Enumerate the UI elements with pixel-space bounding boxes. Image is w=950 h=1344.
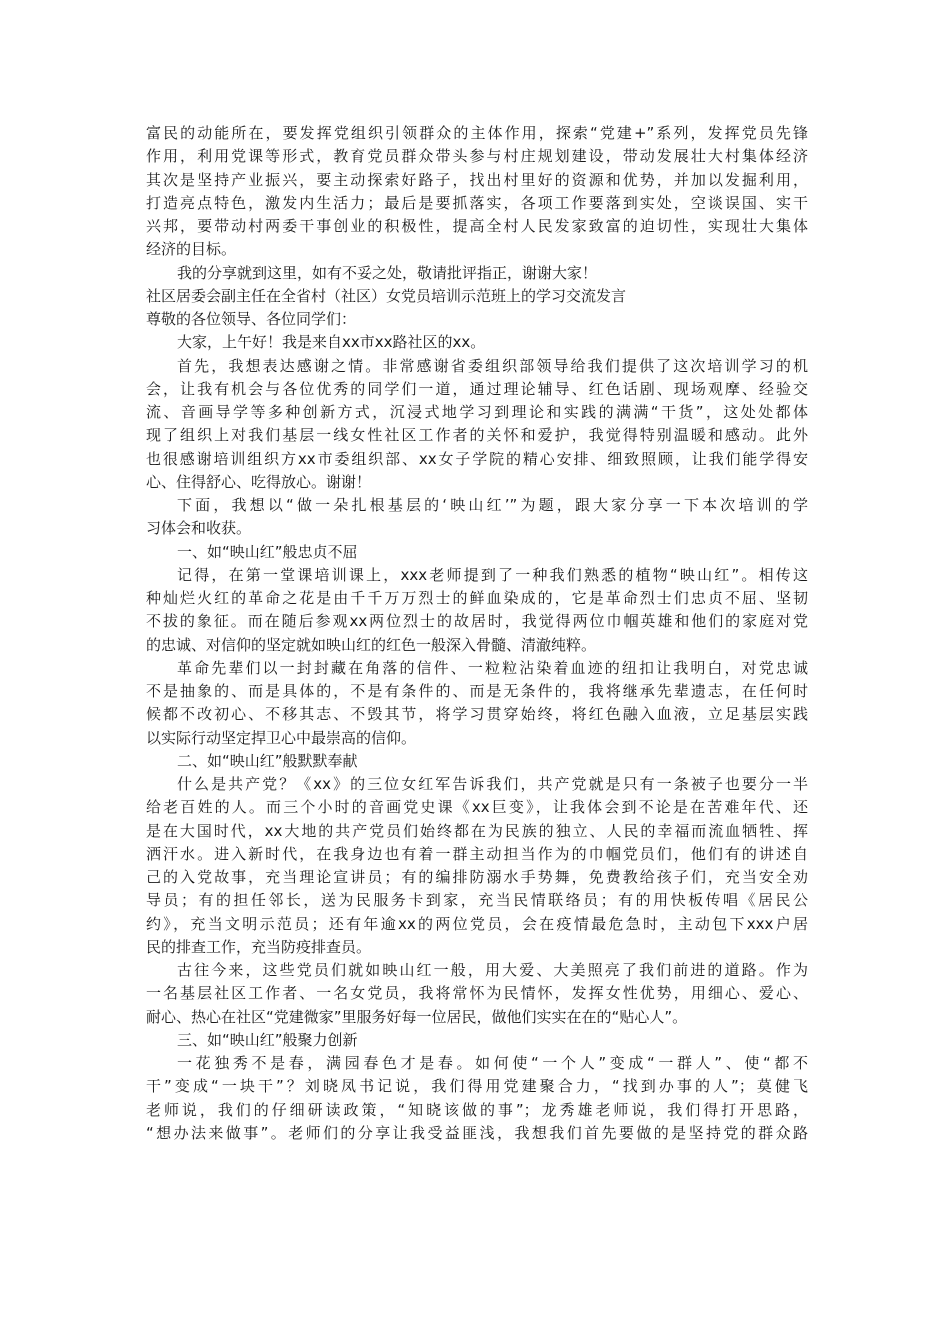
text-line: 一名基层社区工作者、一名女党员，我将常怀为民情怀，发挥女性优势，用细心、爱心、 — [146, 984, 808, 1003]
text-line: 古往今来，这些党员们就如映山红一般，用大爱、大美照亮了我们前进的道路。作为 — [177, 961, 808, 979]
text-line: 也很感谢培训组织方xx市委组织部、xx女子学院的精心安排、细致照顾，让我们能学得安 — [146, 449, 808, 468]
text-line: 一花独秀不是春，满园春色才是春。如何使“一个人”变成“一群人”、使“都不 — [177, 1054, 808, 1072]
text-line: 流、音画导学等多种创新方式，沉浸式地学习到理论和实践的满满“干货”，这处处都体 — [146, 403, 808, 421]
text-line: 导员；有的担任邻长，送为民服务卡到家，充当民情联络员；有的用快板传唱《居民公 — [146, 891, 808, 910]
text-line: 会，让我有机会与各位优秀的同学们一道，通过理论辅导、红色话剧、现场观摩、经验交 — [146, 379, 808, 398]
text-line: 己的入党故事，充当理论宣讲员；有的编排防溺水手势舞，免费教给孩子们，充当安全劝 — [146, 868, 808, 886]
text-line: 记得，在第一堂课培训课上，xxx老师提到了一种我们熟悉的植物“映山红”。相传这 — [177, 565, 808, 584]
text-line: 尊敬的各位领导、各位同学们： — [146, 310, 357, 328]
text-line: 民的排查工作，充当防疫排查员。 — [146, 937, 372, 956]
text-line: 给老百姓的人。而三个小时的音画党史课《xx巨变》，让我体会到不论是在苦难年代、还 — [146, 798, 808, 817]
text-line: 大家，上午好！我是来自xx市xx路社区的xx。 — [177, 333, 486, 352]
text-line: 干”变成“一块干”？刘晓凤书记说，我们得用党建聚合力，“找到办事的人”；莫健飞 — [146, 1077, 808, 1096]
text-line: 革命先辈们以一封封藏在角落的信件、一粒粒沾染着血迹的纽扣让我明白，对党忠诚 — [177, 658, 808, 677]
text-line: 以实际行动坚定捍卫心中最崇高的信仰。 — [146, 728, 417, 747]
text-line: 富民的动能所在，要发挥党组织引领群众的主体作用，探索“党建+”系列，发挥党员先锋 — [146, 124, 808, 142]
text-line: 约》，充当文明示范员；还有年逾xx的两位党员，会在疫情最危急时，主动包下xxx户居 — [146, 914, 808, 933]
text-line: 社区居委会副主任在全省村（社区）女党员培训示范班上的学习交流发言 — [146, 286, 627, 305]
text-line: 我的分享就到这里，如有不妥之处，敬请批评指正，谢谢大家！ — [177, 263, 598, 282]
text-line: 候都不改初心、不移其志、不毁其节，将学习贯穿始终，将红色融入血液，立足基层实践 — [146, 705, 808, 724]
text-line: 是在大国时代，xx大地的共产党员们始终都在为民族的独立、人民的幸福而流血牺牲、挥 — [146, 821, 808, 840]
text-line: 洒汗水。进入新时代，在我身边也有着一群主动担当作为的巾帼党员们，他们有的讲述自 — [146, 844, 808, 863]
text-line: 其次是坚持产业振兴，要主动探索好路子，找出村里好的资源和优势，并加以发掘利用， — [146, 170, 808, 189]
text-line: 经济的目标。 — [146, 240, 237, 259]
text-line: 打造亮点特色，激发内生活力；最后是要抓落实，各项工作要落到实处，空谈误国、实干 — [146, 193, 808, 212]
text-line: 兴邦，要带动村两委干事创业的积极性，提高全村人民发家致富的迫切性，实现壮大集体 — [146, 217, 808, 235]
text-line: 下面，我想以“做一朵扎根基层的‘映山红’”为题，跟大家分享一下本次培训的学 — [177, 496, 808, 514]
text-line: 种灿烂火红的革命之花是由千千万万烈士的鲜血染成的，它是革命烈士们忠贞不屈、坚韧 — [146, 589, 808, 607]
text-line: 习体会和收获。 — [146, 519, 252, 538]
document-page — [146, 122, 808, 1145]
text-line: “想办法来做事”。老师们的分享让我受益匪浅，我想我们首先要做的是坚持党的群众路 — [146, 1123, 808, 1142]
text-line: 现了组织上对我们基层一线女性社区工作者的关怀和爱护，我觉得特别温暖和感动。此外 — [146, 426, 808, 445]
text-line: 老师说，我们的仔细研读政策，“知晓该做的事”；龙秀雄老师说，我们得打开思路， — [146, 1100, 808, 1119]
text-line: 不是抽象的、而是具体的，不是有条件的、而是无条件的，我将继承先辈遗志，在任何时 — [146, 682, 808, 700]
text-line: 二、如“映山红”般默默奉献 — [177, 751, 358, 770]
text-line: 什么是共产党？《xx》的三位女红军告诉我们，共产党就是只有一条被子也要分一半 — [177, 775, 808, 793]
text-line: 一、如“映山红”般忠贞不屈 — [177, 542, 358, 561]
text-line: 心、住得舒心、吃得放心。谢谢！ — [146, 472, 372, 491]
text-line: 的忠诚、对信仰的坚定就如映山红的红色一般深入骨髓、清澈纯粹。 — [146, 635, 597, 654]
text-line: 作用，利用党课等形式，教育党员群众带头参与村庄规划建设，带动发展壮大村集体经济 — [146, 147, 808, 166]
text-line: 首先，我想表达感谢之情。非常感谢省委组织部领导给我们提供了这次培训学习的机 — [177, 356, 808, 375]
text-line: 耐心、热心在社区“党建微家”里服务好每一位居民，做他们实实在在的“贴心人”。 — [146, 1007, 688, 1026]
text-line: 三、如“映山红”般聚力创新 — [177, 1030, 358, 1049]
text-line: 不拔的象征。而在随后参观xx两位烈士的故居时，我觉得两位巾帼英雄和他们的家庭对党 — [146, 612, 808, 631]
